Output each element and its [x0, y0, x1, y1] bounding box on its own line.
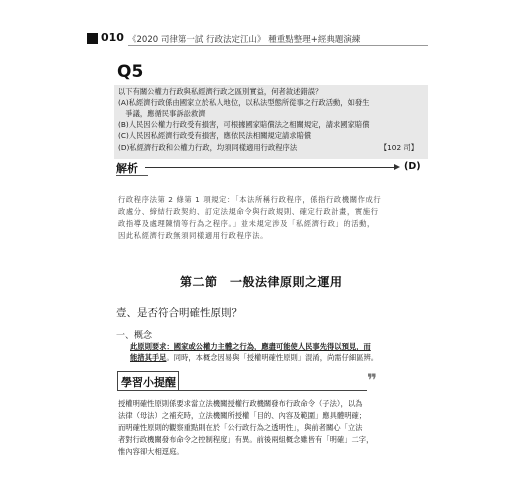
- question-option-a: (A)私經濟行政係由國家立於私人地位，以私法型態所從事之行政活動，如發生: [118, 98, 370, 107]
- tip-body-line: 授權明確性原則係要求當立法機關授權行政機關發布行政命令（子法），以為: [118, 399, 363, 408]
- tip-body-line: 而明確性原則的觀察重點則在於「公行政行為之透明性」，與前者關心「立法: [118, 423, 363, 432]
- question-option-a-cont: 爭議，應循民事訴訟救濟: [118, 109, 206, 118]
- question-label: Q5: [117, 62, 144, 82]
- answer-arrow-icon: [394, 164, 400, 170]
- definition-emphasis: 國家或公權力主體之行為，應盡可能使人民事先得以預見，而: [173, 342, 371, 351]
- section-title: 第二節 一般法律原則之運用: [180, 275, 343, 289]
- definition-rest: 。同時，本概念因易與「授權明確性原則」混淆，尚需仔細區辨。: [166, 353, 379, 362]
- explanation-line: 因此私經濟行政無須同樣適用行政程序法。: [118, 231, 269, 240]
- running-header-title: 《2020 司律第一試 行政法定江山》 種重點整理+經典題演練: [128, 35, 361, 45]
- header-marker: [87, 33, 98, 44]
- tip-divider: [117, 390, 367, 391]
- question-stem: 以下有關公權力行政與私經濟行政之區別實益，何者敘述錯誤？: [118, 87, 323, 96]
- sub-heading: 壹、是否符合明確性原則？: [116, 307, 242, 319]
- question-option-b: (B)人民因公權力行政受有損害，可根據國家賠償法之相關規定，請求國家賠償: [118, 120, 370, 129]
- tip-body-line: 惟內容卻大相逕庭。: [118, 447, 184, 456]
- page-number: 010: [101, 31, 124, 44]
- tip-body-line: 法律（母法）之補充時，立法機關所授權「目的、內容及範圍」應具體明確；: [118, 411, 367, 420]
- answer-label: 解析: [116, 162, 138, 175]
- question-option-d: (D)私經濟行政和公權力行政，均須同樣適用行政程序法: [118, 143, 298, 152]
- header-divider: [128, 45, 428, 46]
- explanation-line: 行政程序法第 2 條第 1 項規定：「本法所稱行政程序，係指行政機關作成行: [118, 195, 382, 204]
- answer-value: (D): [404, 161, 421, 172]
- definition-line: [130, 352, 378, 363]
- definition-prefix: 此原則要求：: [130, 342, 174, 351]
- question-option-c: (C)人民因私經濟行政受有損害，應依民法相關規定請求賠償: [118, 131, 312, 140]
- question-source-tag: 【102 司】: [379, 143, 418, 152]
- explanation-line: 政指導及處理陳情等行為之程序。」並未規定涉及「私經濟行政」的活動，: [118, 219, 375, 228]
- answer-arrow-line: [145, 167, 395, 168]
- tip-title: 學習小提醒: [121, 376, 176, 389]
- quote-mark-icon: ❞: [367, 371, 377, 391]
- definition-line: [130, 341, 371, 352]
- tip-body-line: 者對行政機關發布命令之控制程度」有異。前後兩組概念雖皆有「明確」二字，: [118, 435, 374, 444]
- bullet-heading: 一、概念: [116, 331, 153, 341]
- question-box: [114, 85, 428, 159]
- definition-emphasis: 能措其手足: [130, 353, 167, 362]
- answer-label-underline: [116, 175, 148, 176]
- explanation-line: 政處分、締結行政契約、訂定法規命令與行政規則、確定行政計畫，實施行: [118, 207, 379, 216]
